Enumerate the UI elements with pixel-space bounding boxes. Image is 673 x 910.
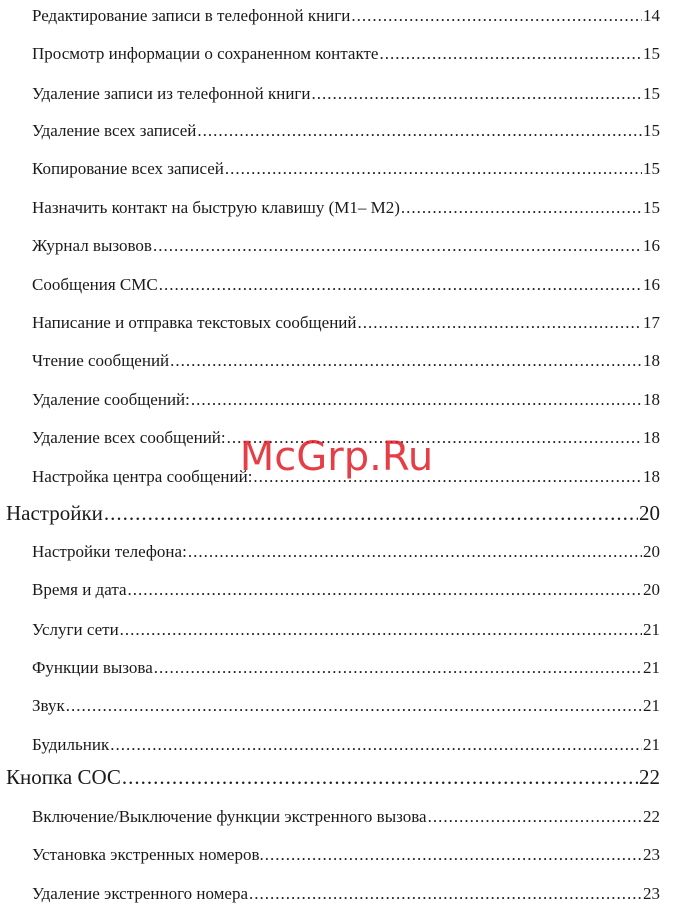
toc-page-number: 16 bbox=[643, 275, 660, 294]
toc-page-number: 17 bbox=[643, 313, 660, 332]
toc-page-number: 21 bbox=[643, 696, 660, 715]
toc-page-number: 20 bbox=[639, 501, 660, 525]
toc-entry bbox=[32, 351, 660, 371]
toc-entry bbox=[32, 542, 660, 562]
toc-entry-title: Настройки телефона: bbox=[32, 542, 187, 561]
toc-entry-title: Удаление всех сообщений: bbox=[32, 428, 226, 447]
toc-entry bbox=[32, 159, 660, 179]
toc-entry bbox=[32, 884, 660, 904]
toc-page-number: 23 bbox=[643, 884, 660, 903]
toc-entry bbox=[32, 84, 660, 104]
toc-page-number: 20 bbox=[643, 580, 660, 599]
toc-dot-leader bbox=[197, 121, 642, 141]
toc-entry-title: Удаление записи из телефонной книги bbox=[32, 84, 311, 103]
toc-dot-leader bbox=[225, 159, 642, 179]
toc-page-number: 18 bbox=[643, 390, 660, 409]
toc-entry-title: Настройка центра сообщений: bbox=[32, 467, 253, 486]
toc-entry-title: Время и дата bbox=[32, 580, 127, 599]
toc-entry-title: Удаление сообщений: bbox=[32, 390, 190, 409]
toc-dot-leader bbox=[401, 198, 642, 218]
toc-dot-leader bbox=[265, 845, 642, 865]
toc-page-number: 15 bbox=[643, 44, 660, 63]
toc-dot-leader bbox=[170, 351, 642, 371]
toc-page-number: 18 bbox=[643, 428, 660, 447]
toc-entry bbox=[32, 620, 660, 640]
toc-dot-leader bbox=[379, 44, 642, 64]
toc-dot-leader bbox=[153, 236, 642, 256]
toc-dot-leader bbox=[110, 735, 642, 755]
toc-dot-leader bbox=[122, 765, 638, 790]
toc-entry bbox=[32, 735, 660, 755]
toc-page-number: 16 bbox=[643, 236, 660, 255]
toc-entry-title: Функции вызова bbox=[32, 658, 153, 677]
toc-entry-title: Услуги сети bbox=[32, 620, 119, 639]
toc-page-number: 23 bbox=[643, 845, 660, 864]
toc-page-number: 18 bbox=[643, 351, 660, 370]
toc-entry-title: Журнал вызовов bbox=[32, 236, 152, 255]
toc-entry bbox=[32, 845, 660, 865]
toc-page-number: 22 bbox=[639, 765, 660, 789]
toc-dot-leader bbox=[312, 84, 643, 104]
toc-dot-leader bbox=[66, 696, 642, 716]
toc-page-number: 20 bbox=[643, 542, 660, 561]
toc-entry-title: Удаление всех записей bbox=[32, 121, 197, 140]
toc-page-number: 21 bbox=[643, 620, 660, 639]
toc-entry-title: Установка экстренных номеров. bbox=[32, 845, 264, 864]
toc-dot-leader bbox=[128, 580, 643, 600]
toc-page-number: 21 bbox=[643, 658, 660, 677]
toc-entry bbox=[32, 121, 660, 141]
toc-entry bbox=[32, 696, 660, 716]
toc-entry-title: Сообщения СМС bbox=[32, 275, 158, 294]
toc-entry-title: Будильник bbox=[32, 735, 110, 754]
toc-section-heading bbox=[6, 501, 660, 526]
toc-page-number: 15 bbox=[643, 121, 660, 140]
toc-dot-leader bbox=[120, 620, 642, 640]
toc-entry-title: Настройки bbox=[6, 501, 103, 525]
toc-page-number: 18 bbox=[643, 467, 660, 486]
toc-entry-title: Чтение сообщений bbox=[32, 351, 170, 370]
toc-page-number: 15 bbox=[643, 159, 660, 178]
toc-entry bbox=[32, 658, 660, 678]
toc-entry bbox=[32, 44, 660, 64]
toc-entry-title: Включение/Выключение функции экстренного вызова bbox=[32, 807, 427, 826]
toc-dot-leader bbox=[188, 542, 642, 562]
toc-page-number: 14 bbox=[643, 6, 660, 25]
toc-entry-title: Удаление экстренного номера bbox=[32, 884, 248, 903]
toc-dot-leader bbox=[351, 6, 642, 26]
toc-entry bbox=[32, 198, 660, 218]
toc-entry-title: Просмотр информации о сохраненном контакте bbox=[32, 44, 379, 63]
toc-page-number: 22 bbox=[643, 807, 660, 826]
toc-page-number: 21 bbox=[643, 735, 660, 754]
toc-entry bbox=[32, 236, 660, 256]
toc-entry-title: Написание и отправка текстовых сообщений bbox=[32, 313, 357, 332]
toc-dot-leader bbox=[159, 275, 642, 295]
toc-entry bbox=[32, 807, 660, 827]
toc-page-number: 15 bbox=[643, 198, 660, 217]
toc-entry bbox=[32, 313, 660, 333]
toc-dot-leader bbox=[428, 807, 642, 827]
toc-entry bbox=[32, 275, 660, 295]
toc-entry bbox=[32, 6, 660, 26]
toc-entry bbox=[32, 580, 660, 600]
toc-entry-title: Копирование всех записей bbox=[32, 159, 224, 178]
toc-dot-leader bbox=[104, 501, 638, 526]
watermark: McGrp.Ru bbox=[239, 434, 434, 480]
toc-dot-leader bbox=[154, 658, 642, 678]
toc-dot-leader bbox=[358, 313, 643, 333]
toc-entry-title: Назначить контакт на быструю клавишу (М1– М2) bbox=[32, 198, 400, 217]
toc-entry bbox=[32, 390, 660, 410]
toc-entry-title: Кнопка СОС bbox=[6, 765, 121, 789]
toc-dot-leader bbox=[249, 884, 642, 904]
toc-entry-title: Звук bbox=[32, 696, 65, 715]
toc-dot-leader bbox=[191, 390, 642, 410]
toc-page-number: 15 bbox=[643, 84, 660, 103]
toc-entry-title: Редактирование записи в телефонной книги bbox=[32, 6, 351, 25]
toc-section-heading bbox=[6, 765, 660, 790]
